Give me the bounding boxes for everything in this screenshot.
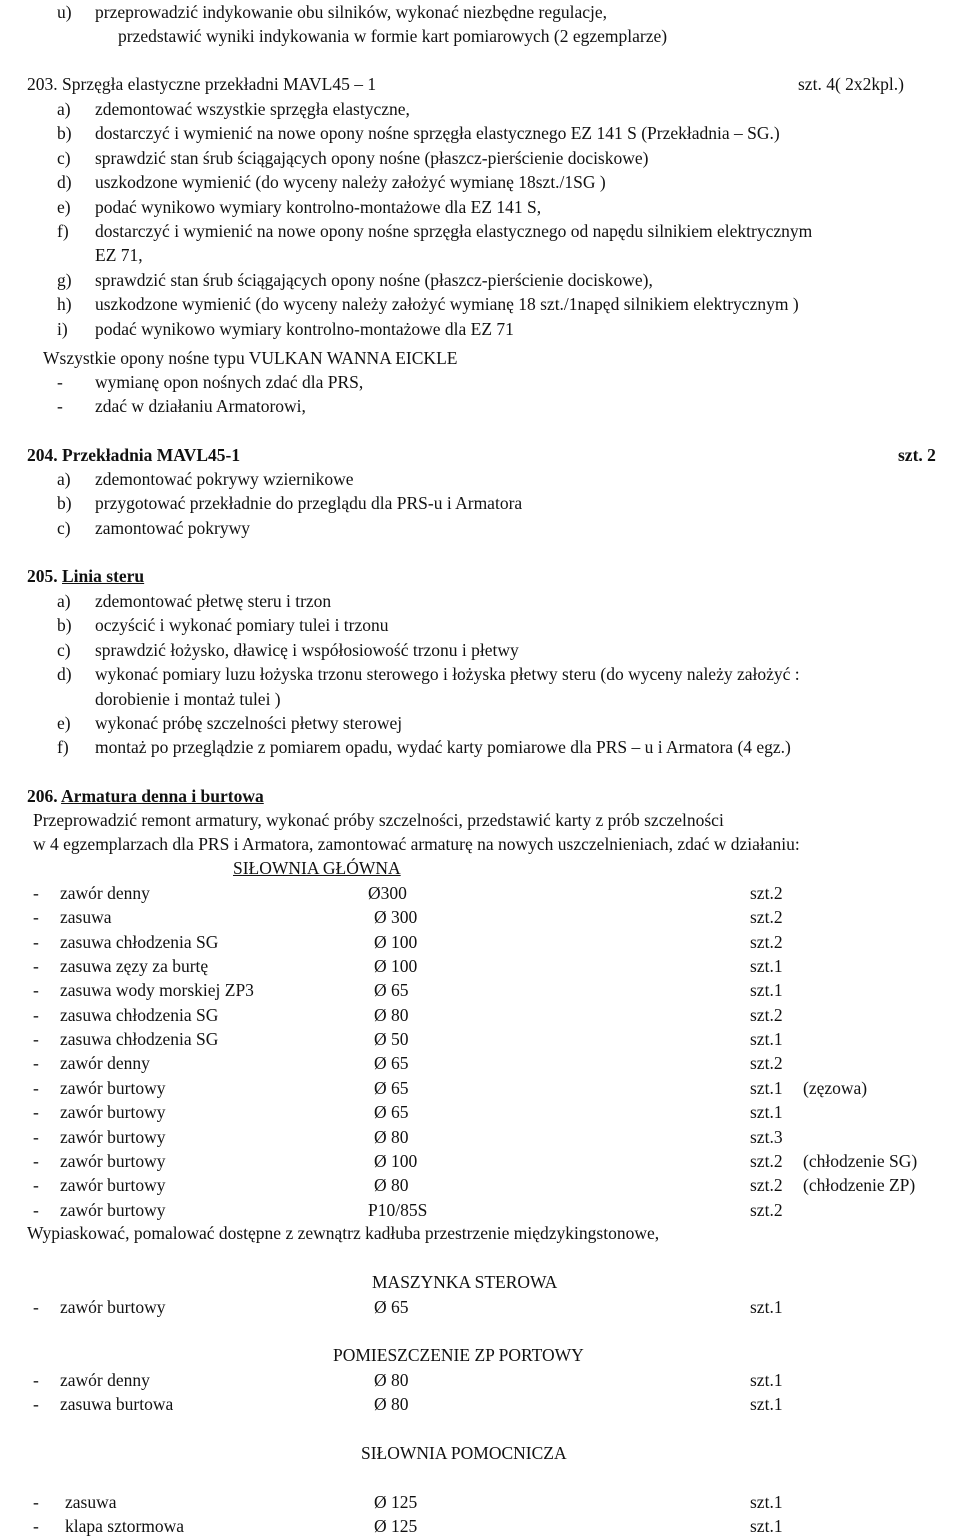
valve-size: Ø 100 bbox=[374, 931, 418, 952]
row-dash: - bbox=[33, 1029, 39, 1050]
valve-size: Ø 65 bbox=[374, 1102, 409, 1123]
item-text: wykonać próbę szczelności płetwy sterowej bbox=[95, 713, 403, 733]
group-heading: SIŁOWNIA GŁÓWNA bbox=[233, 858, 401, 878]
valve-qty: szt.2 bbox=[750, 1175, 783, 1196]
valve-size: Ø 125 bbox=[374, 1516, 418, 1537]
item-label: f) bbox=[57, 221, 69, 241]
valve-size: Ø 50 bbox=[374, 1029, 409, 1050]
item-text: uszkodzone wymienić (do wyceny należy założyć wymianę 18 szt./1napęd silnikiem elektrycznym ) bbox=[95, 294, 799, 315]
valve-name: zawór denny bbox=[60, 883, 150, 903]
item-text: sprawdzić stan śrub ściągających opony nośne (płaszcz-pierścienie dociskowe) bbox=[95, 147, 649, 168]
item-label: d) bbox=[57, 172, 72, 193]
item-text: podać wynikowo wymiary kontrolno-montażowe dla EZ 71 bbox=[95, 318, 514, 339]
valve-size: Ø300 bbox=[368, 883, 407, 903]
item-text: zamontować pokrywy bbox=[95, 517, 251, 538]
item-label: a) bbox=[57, 99, 71, 119]
valve-qty: szt.3 bbox=[750, 1126, 783, 1147]
valve-qty: szt.1 bbox=[750, 980, 783, 1001]
item-text: wykonać pomiary luzu łożyska trzonu sterowego i łożyska płetwy steru (do wyceny należy założyć : bbox=[95, 664, 800, 685]
group-heading: MASZYNKA STEROWA bbox=[372, 1272, 558, 1292]
item-label: d) bbox=[57, 664, 72, 685]
valve-size: Ø 300 bbox=[374, 907, 418, 928]
valve-size: Ø 65 bbox=[374, 1077, 409, 1098]
valve-name: zawór denny bbox=[60, 1053, 150, 1074]
item-label: e) bbox=[57, 196, 71, 217]
valve-note: (chłodzenie SG) bbox=[803, 1150, 918, 1171]
valve-size: Ø 65 bbox=[374, 980, 409, 1001]
group-heading: POMIESZCZENIE ZP PORTOWY bbox=[333, 1345, 584, 1365]
section-206-title: 206. Armatura denna i burtowa bbox=[27, 786, 264, 806]
valve-size: Ø 125 bbox=[374, 1492, 418, 1512]
row-dash: - bbox=[33, 1199, 39, 1220]
item-text: oczyścić i wykonać pomiary tulei i trzonu bbox=[95, 615, 389, 636]
valve-name: zawór burtowy bbox=[60, 1199, 166, 1220]
valve-name: zawór burtowy bbox=[60, 1126, 166, 1147]
valve-name: zasuwa wody morskiej ZP3 bbox=[60, 980, 254, 1001]
row-dash: - bbox=[33, 1370, 39, 1390]
item-text: dorobienie i montaż tulei ) bbox=[95, 688, 281, 709]
group-heading: SIŁOWNIA POMOCNICZA bbox=[361, 1443, 567, 1463]
item-text: zdemontować wszystkie sprzęgła elastyczne, bbox=[95, 99, 410, 119]
item-text: zdemontować płetwę steru i trzon bbox=[95, 591, 332, 611]
item-text: sprawdzić stan śrub ściągających opony nośne (płaszcz-pierścienie dociskowe), bbox=[95, 269, 653, 290]
dash-marker: - bbox=[57, 372, 63, 392]
valve-name: zawór burtowy bbox=[60, 1150, 166, 1171]
item-label: c) bbox=[57, 639, 71, 660]
valve-qty: szt.1 bbox=[750, 1029, 783, 1050]
sandblast-note: Wypiaskować, pomalować dostępne z zewnątrz kadłuba przestrzenie międzykingstonowe, bbox=[27, 1223, 660, 1243]
row-dash: - bbox=[33, 1492, 39, 1512]
row-dash: - bbox=[33, 1150, 39, 1171]
row-dash: - bbox=[33, 980, 39, 1001]
item-label: i) bbox=[57, 318, 68, 339]
item-label: b) bbox=[57, 493, 72, 514]
valve-qty: szt.1 bbox=[750, 1297, 783, 1317]
dash-item: wymianę opon nośnych zdać dla PRS, bbox=[95, 372, 364, 392]
item-text: EZ 71, bbox=[95, 245, 143, 266]
valve-name: zasuwa burtowa bbox=[60, 1394, 174, 1415]
item-label: e) bbox=[57, 713, 71, 733]
valve-size: Ø 65 bbox=[374, 1297, 409, 1317]
item-text: przygotować przekładnie do przeglądu dla PRS-u i Armatora bbox=[95, 493, 523, 514]
valve-size: Ø 80 bbox=[374, 1004, 409, 1025]
section-204-qty: szt. 2 bbox=[898, 445, 936, 465]
item-label: g) bbox=[57, 269, 72, 290]
valve-size: Ø 100 bbox=[374, 956, 418, 977]
row-dash: - bbox=[33, 1394, 39, 1415]
section-205-title: 205. Linia steru bbox=[27, 566, 145, 586]
section-203-title: 203. Sprzęgła elastyczne przekładni MAVL45 – 1 bbox=[27, 74, 377, 94]
valve-qty: szt.2 bbox=[750, 883, 783, 903]
section-206-intro: Przeprowadzić remont armatury, wykonać próby szczelności, przedstawić karty z prób szczelności bbox=[33, 810, 724, 830]
valve-qty: szt.2 bbox=[750, 907, 783, 928]
row-dash: - bbox=[33, 956, 39, 977]
valve-qty: szt.2 bbox=[750, 931, 783, 952]
valve-qty: szt.1 bbox=[750, 956, 783, 977]
item-text: dostarczyć i wymienić na nowe opony nośne sprzęgła elastycznego EZ 141 S (Przekładnia – SG.) bbox=[95, 123, 780, 144]
item-text: sprawdzić łożysko, dławicę i współosiowość trzonu i płetwy bbox=[95, 639, 519, 660]
dash-item: zdać w działaniu Armatorowi, bbox=[95, 396, 306, 416]
section-204-title: 204. Przekładnia MAVL45-1 bbox=[27, 445, 241, 465]
item-label: f) bbox=[57, 737, 69, 758]
item-text: przeprowadzić indykowanie obu silników, wykonać niezbędne regulacje, bbox=[95, 2, 608, 22]
item-text: uszkodzone wymienić (do wyceny należy założyć wymianę 18szt./1SG ) bbox=[95, 172, 606, 193]
row-dash: - bbox=[33, 1053, 39, 1074]
valve-size: Ø 65 bbox=[374, 1053, 409, 1074]
valve-name: zawór burtowy bbox=[60, 1175, 166, 1196]
valve-name: zasuwa bbox=[60, 907, 112, 928]
item-text: montaż po przeglądzie z pomiarem opadu, wydać karty pomiarowe dla PRS – u i Armatora (4 egz.) bbox=[95, 737, 791, 758]
row-dash: - bbox=[33, 883, 39, 903]
item-label: a) bbox=[57, 469, 71, 489]
item-text: dostarczyć i wymienić na nowe opony nośne sprzęgła elastycznego od napędu silnikiem elektrycznym bbox=[95, 221, 813, 241]
valve-name: zasuwa zęzy za burtę bbox=[60, 956, 209, 977]
valve-qty: szt.1 bbox=[750, 1516, 783, 1537]
valve-qty: szt.2 bbox=[750, 1004, 783, 1025]
section-203-note: Wszystkie opony nośne typu VULKAN WANNA EICKLE bbox=[43, 348, 458, 368]
valve-name: zawór denny bbox=[60, 1370, 150, 1390]
row-dash: - bbox=[33, 1297, 39, 1317]
row-dash: - bbox=[33, 931, 39, 952]
item-text: przedstawić wyniki indykowania w formie kart pomiarowych (2 egzemplarze) bbox=[118, 26, 668, 46]
valve-qty: szt.1 bbox=[750, 1077, 783, 1098]
row-dash: - bbox=[33, 1126, 39, 1147]
valve-note: (chłodzenie ZP) bbox=[803, 1175, 916, 1196]
item-label: a) bbox=[57, 591, 71, 611]
valve-qty: szt.2 bbox=[750, 1150, 783, 1171]
valve-size: Ø 80 bbox=[374, 1394, 409, 1415]
valve-qty: szt.2 bbox=[750, 1053, 783, 1074]
valve-name: zawór burtowy bbox=[60, 1102, 166, 1123]
item-label: c) bbox=[57, 517, 71, 538]
valve-name: zawór burtowy bbox=[60, 1297, 166, 1317]
row-dash: - bbox=[33, 1102, 39, 1123]
valve-qty: szt.1 bbox=[750, 1370, 783, 1390]
valve-qty: szt.1 bbox=[750, 1102, 783, 1123]
valve-name: zasuwa bbox=[65, 1492, 117, 1512]
row-dash: - bbox=[33, 1516, 39, 1537]
section-206-intro: w 4 egzemplarzach dla PRS i Armatora, zamontować armaturę na nowych uszczelnieniach, zdać w działaniu: bbox=[33, 834, 800, 854]
section-203-qty: szt. 4( 2x2kpl.) bbox=[798, 74, 904, 94]
row-dash: - bbox=[33, 1004, 39, 1025]
item-text: zdemontować pokrywy wziernikowe bbox=[95, 469, 354, 489]
valve-size: Ø 100 bbox=[374, 1150, 418, 1171]
row-dash: - bbox=[33, 907, 39, 928]
item-label: b) bbox=[57, 615, 72, 636]
valve-qty: szt.1 bbox=[750, 1394, 783, 1415]
dash-marker: - bbox=[57, 396, 63, 416]
valve-name: zasuwa chłodzenia SG bbox=[60, 931, 219, 952]
row-dash: - bbox=[33, 1175, 39, 1196]
valve-name: klapa sztormowa bbox=[65, 1516, 185, 1537]
item-label: b) bbox=[57, 123, 72, 144]
valve-qty: szt.1 bbox=[750, 1492, 783, 1512]
row-dash: - bbox=[33, 1077, 39, 1098]
valve-size: Ø 80 bbox=[374, 1370, 409, 1390]
item-label: c) bbox=[57, 147, 71, 168]
valve-size: Ø 80 bbox=[374, 1126, 409, 1147]
valve-size: Ø 80 bbox=[374, 1175, 409, 1196]
valve-note: (zęzowa) bbox=[803, 1077, 868, 1098]
valve-size: P10/85S bbox=[368, 1199, 428, 1220]
valve-name: zawór burtowy bbox=[60, 1077, 166, 1098]
valve-qty: szt.2 bbox=[750, 1199, 783, 1220]
item-label: u) bbox=[57, 2, 72, 22]
item-label: h) bbox=[57, 294, 72, 315]
valve-name: zasuwa chłodzenia SG bbox=[60, 1004, 219, 1025]
item-text: podać wynikowo wymiary kontrolno-montażowe dla EZ 141 S, bbox=[95, 196, 542, 217]
valve-name: zasuwa chłodzenia SG bbox=[60, 1029, 219, 1050]
